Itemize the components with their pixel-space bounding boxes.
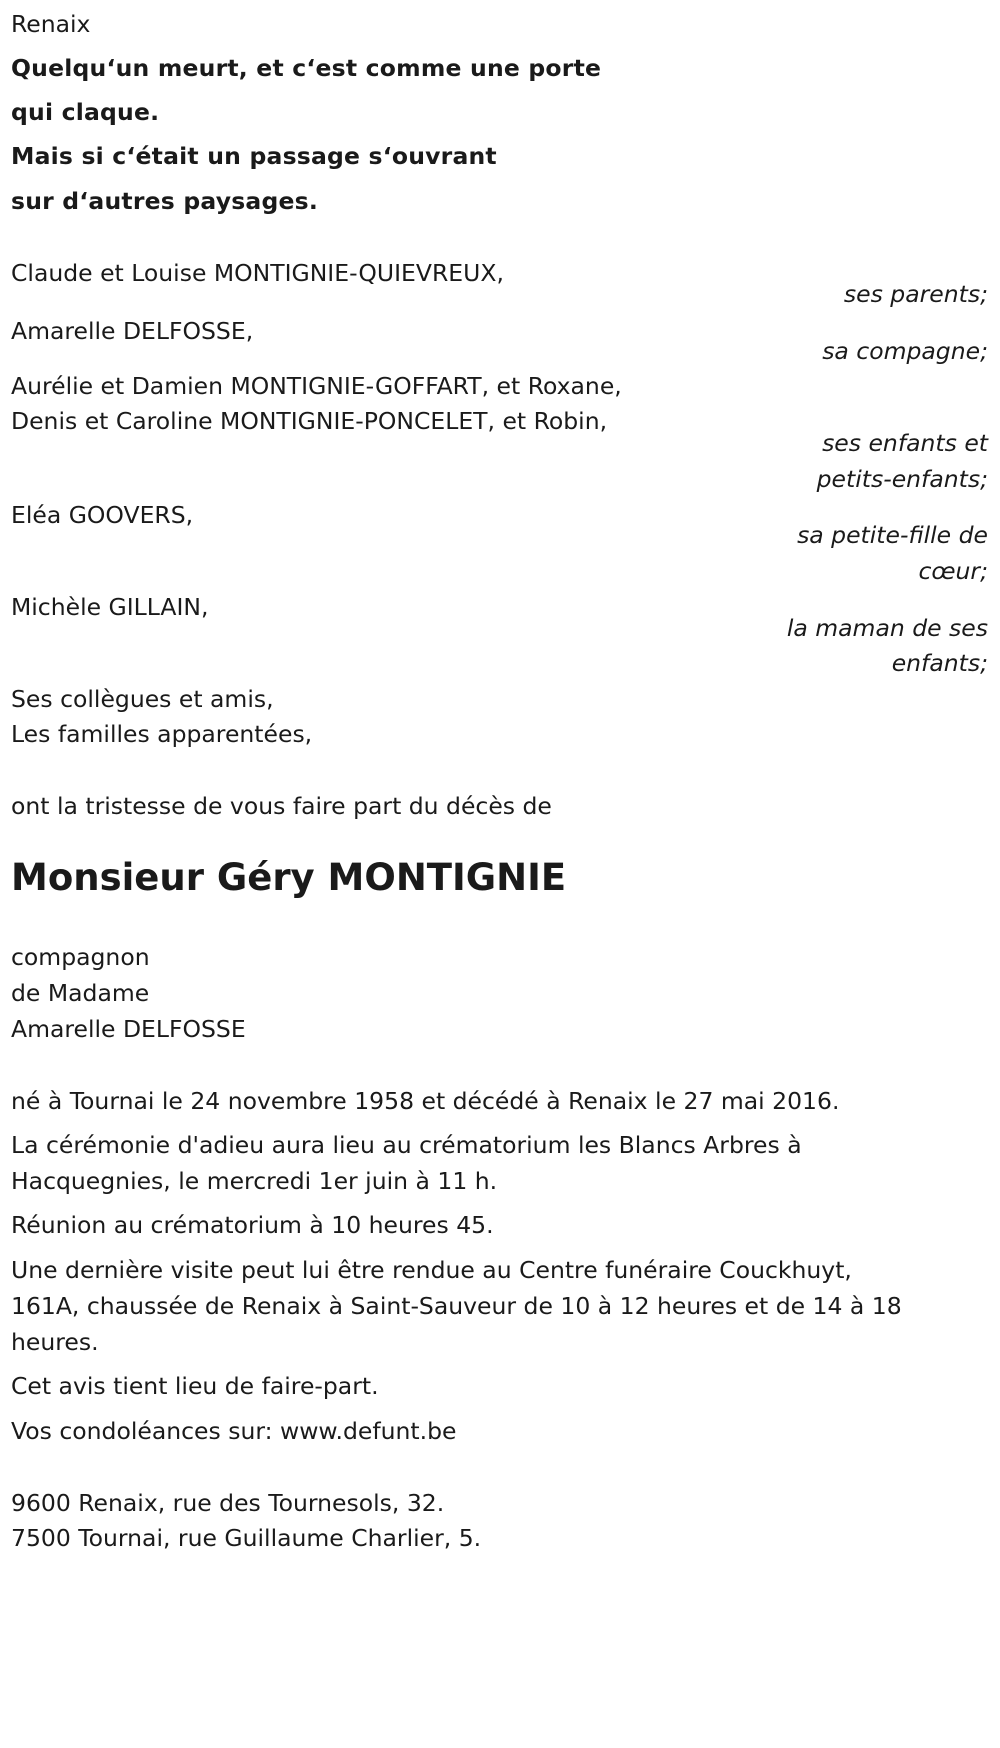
family-relation: cœur; (918, 557, 988, 585)
partner-line: de Madame (11, 979, 150, 1007)
family-name: Michèle GILLAIN, (11, 593, 209, 621)
family-relation: petits-enfants; (816, 465, 988, 493)
ceremony-line: Hacquegnies, le mercredi 1er juin à 11 h. (11, 1167, 498, 1195)
family-name: Claude et Louise MONTIGNIE-QUIEVREUX, (11, 259, 504, 287)
family-name: Eléa GOOVERS, (11, 501, 194, 529)
poem-line: sur d‘autres paysages. (11, 187, 318, 215)
visit-line: 161A, chaussée de Renaix à Saint-Sauveur de 10 à 12 heures et de 14 à 18 (11, 1292, 902, 1320)
deceased-name: Monsieur Géry MONTIGNIE (11, 856, 567, 899)
condolences-line: Vos condoléances sur: www.defunt.be (11, 1417, 457, 1445)
poem-line: Mais si c‘était un passage s‘ouvrant (11, 142, 497, 170)
notice-line: Cet avis tient lieu de faire-part. (11, 1372, 379, 1400)
family-relation: ses enfants et (822, 429, 988, 457)
partner-line: Amarelle DELFOSSE (11, 1015, 246, 1043)
family-name: Denis et Caroline MONTIGNIE-PONCELET, et Robin, (11, 407, 608, 435)
family-name: Aurélie et Damien MONTIGNIE-GOFFART, et Roxane, (11, 372, 622, 400)
family-relation: la maman de ses (786, 614, 988, 642)
partner-line: compagnon (11, 943, 150, 971)
birth-death-line: né à Tournai le 24 novembre 1958 et décédé à Renaix le 27 mai 2016. (11, 1087, 840, 1115)
visit-line: Une dernière visite peut lui être rendue au Centre funéraire Couckhuyt, (11, 1256, 852, 1284)
family-name: Ses collègues et amis, (11, 685, 274, 713)
city-label: Renaix (11, 10, 91, 38)
visit-line: heures. (11, 1328, 99, 1356)
family-name: Amarelle DELFOSSE, (11, 317, 254, 345)
ceremony-line: La cérémonie d'adieu aura lieu au crématorium les Blancs Arbres à (11, 1131, 802, 1159)
poem-line: Quelqu‘un meurt, et c‘est comme une porte (11, 54, 602, 82)
poem-line: qui claque. (11, 98, 160, 126)
family-relation: ses parents; (843, 280, 988, 308)
family-relation: enfants; (891, 649, 988, 677)
family-name: Les familles apparentées, (11, 720, 313, 748)
family-relation: sa compagne; (822, 337, 988, 365)
address-line: 7500 Tournai, rue Guillaume Charlier, 5. (11, 1524, 482, 1552)
family-relation: sa petite-fille de (797, 521, 988, 549)
address-line: 9600 Renaix, rue des Tournesols, 32. (11, 1489, 445, 1517)
announcement-text: ont la tristesse de vous faire part du décès de (11, 792, 552, 820)
reunion-line: Réunion au crématorium à 10 heures 45. (11, 1211, 494, 1239)
